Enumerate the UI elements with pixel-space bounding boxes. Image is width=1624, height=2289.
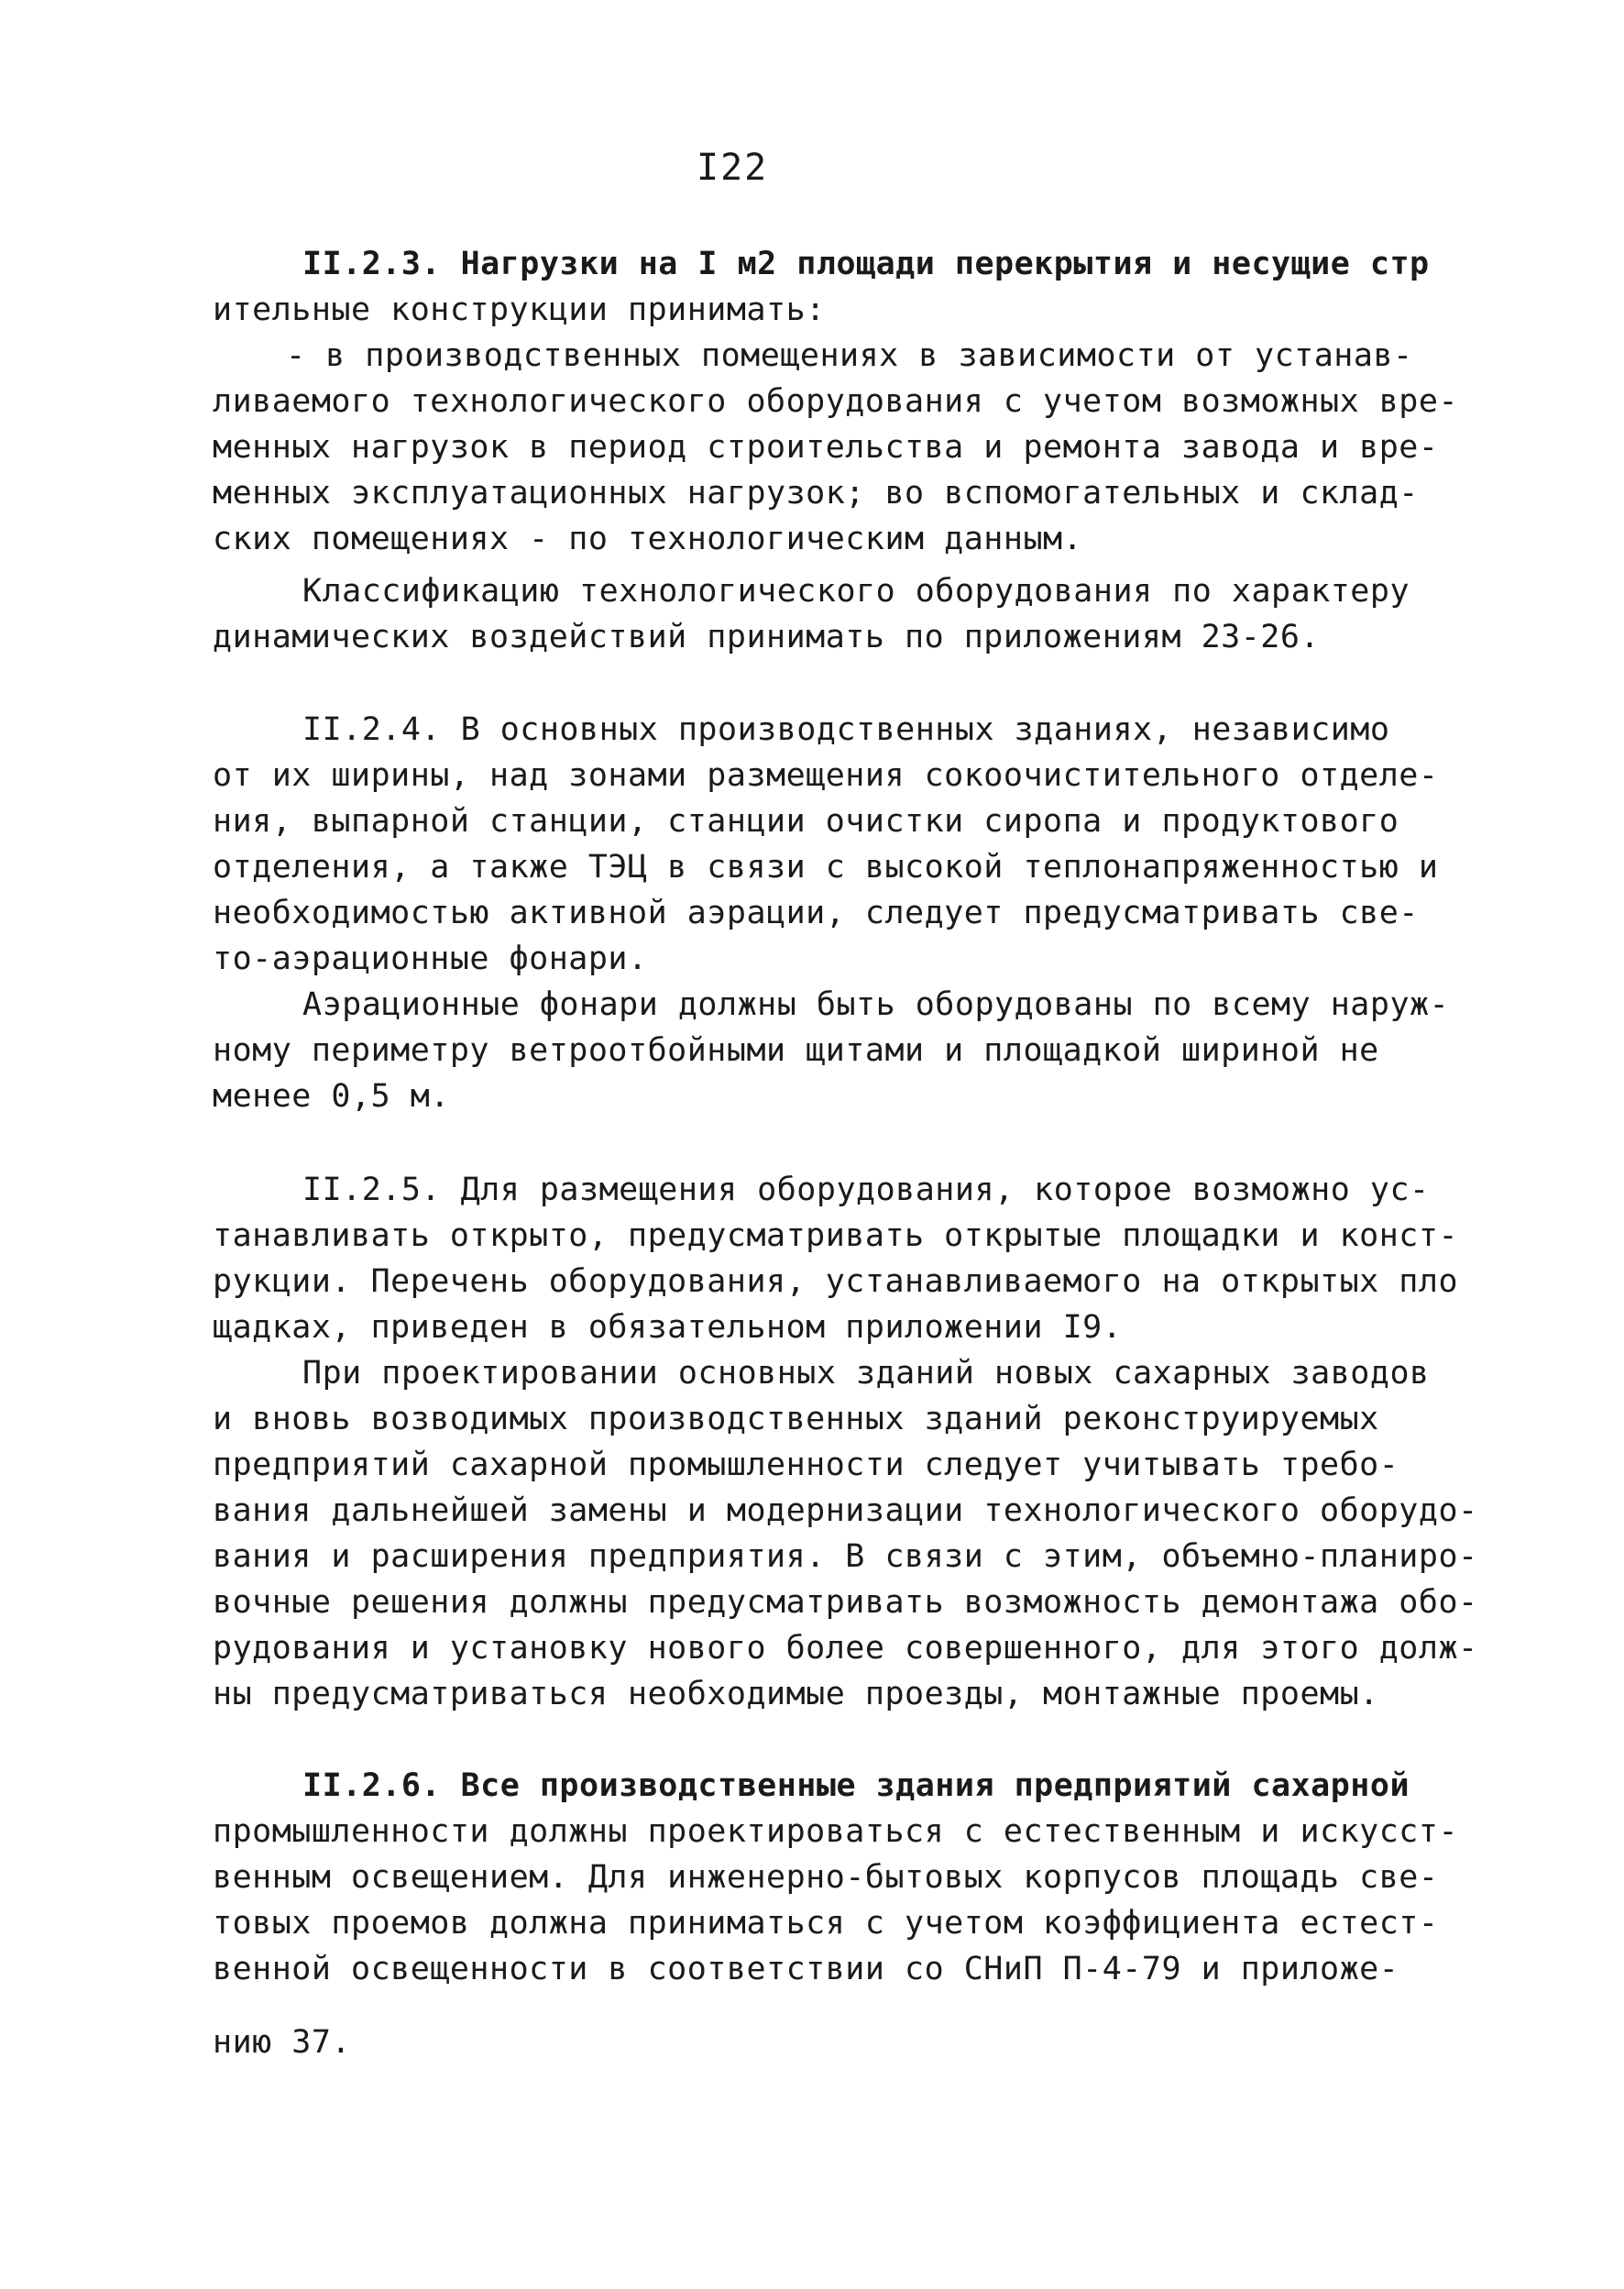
text-line: менее 0,5 м. — [213, 1078, 450, 1115]
text-line: ливаемого технологического оборудования с учетом возможных вре- — [213, 383, 1459, 420]
text-line: венным освещением. Для инженерно-бытовых корпусов площадь све- — [213, 1859, 1439, 1896]
text-line: рудования и установку нового более совершенного, для этого долж- — [213, 1630, 1478, 1667]
text-line: вания дальнейшей замены и модернизации технологического оборудо- — [213, 1492, 1478, 1529]
text-line: танавливать открыто, предусматривать открытые площадки и конст- — [213, 1217, 1459, 1254]
text-line: вочные решения должны предусматривать возможность демонтажа обо- — [213, 1584, 1478, 1621]
text-line: от их ширины, над зонами размещения сокоочистительного отделе- — [213, 757, 1439, 794]
text-line: отделения, а также ТЭЦ в связи с высокой теплонапряженностью и — [213, 849, 1439, 886]
text-line: ному периметру ветроотбойными щитами и площадкой шириной не — [213, 1032, 1379, 1069]
text-line: вания и расширения предприятия. В связи с этим, объемно-планиро- — [213, 1538, 1478, 1575]
page-number: I22 — [697, 147, 769, 189]
text-line: II.2.5. Для размещения оборудования, которое возможно ус- — [302, 1172, 1430, 1208]
text-line: динамических воздействий принимать по приложениям 23-26. — [213, 619, 1321, 655]
text-line: II.2.6. Все производственные здания предприятий сахарной — [302, 1767, 1410, 1804]
text-line: предприятий сахарной промышленности следует учитывать требо- — [213, 1447, 1399, 1483]
text-line: Классификацию технологического оборудования по характеру — [302, 573, 1410, 610]
text-line: и вновь возводимых производственных зданий реконструируемых — [213, 1401, 1379, 1437]
text-line: щадках, приведен в обязательном приложении I9. — [213, 1309, 1123, 1346]
text-line: необходимостью активной аэрации, следует предусматривать све- — [213, 895, 1419, 931]
text-line: то-аэрационные фонари. — [213, 941, 648, 977]
text-line: II.2.3. Нагрузки на I м2 площади перекрытия и несущие стр — [302, 246, 1430, 282]
text-line: промышленности должны проектироваться с естественным и искусст- — [213, 1813, 1459, 1850]
text-line: ительные конструкции принимать: — [213, 292, 826, 328]
text-line: Аэрационные фонари должны быть оборудованы по всему наруж- — [302, 986, 1450, 1023]
text-line: венной освещенности в соответствии со СНиП П-4-79 и приложе- — [213, 1951, 1399, 1987]
text-line: ских помещениях - по технологическим данным. — [213, 521, 1083, 557]
text-line: товых проемов должна приниматься с учетом коэффициента естест- — [213, 1905, 1439, 1942]
text-line: II.2.4. В основных производственных зданиях, независимо — [302, 711, 1390, 748]
text-line: ны предусматриваться необходимые проезды, монтажные проемы. — [213, 1676, 1379, 1712]
text-line: менных нагрузок в период строительства и ремонта завода и вре- — [213, 429, 1439, 466]
text-line: - в производственных помещениях в зависимости от устанав- — [286, 337, 1413, 374]
text-line: При проектировании основных зданий новых сахарных заводов — [302, 1355, 1430, 1392]
text-line: рукции. Перечень оборудования, устанавливаемого на открытых пло — [213, 1263, 1459, 1300]
text-line: менных эксплуатационных нагрузок; во вспомогательных и склад- — [213, 475, 1419, 512]
text-line: нию 37. — [213, 2024, 352, 2061]
text-line: ния, выпарной станции, станции очистки сиропа и продуктового — [213, 803, 1399, 840]
